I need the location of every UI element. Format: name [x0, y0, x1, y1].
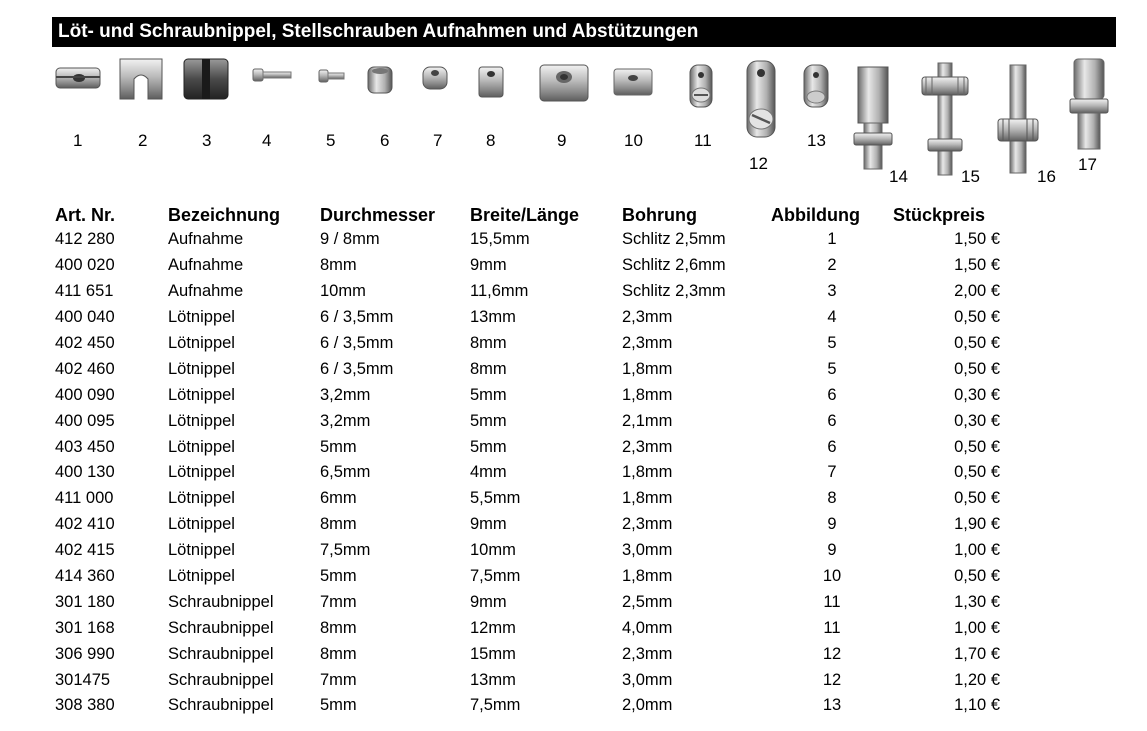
cell-abbildung: 3 [827, 282, 837, 301]
cell-art-nr: 301 180 [55, 592, 115, 611]
cell-durchmesser: 10mm [320, 282, 366, 301]
cell-breite-laenge: 9mm [470, 515, 507, 534]
figure-label: 14 [889, 167, 908, 186]
figure-label: 9 [557, 131, 567, 150]
cell-bohrung: 1,8mm [622, 359, 673, 378]
cell-breite-laenge: 8mm [470, 359, 507, 378]
figure-label: 15 [961, 167, 980, 186]
cell-art-nr: 402 415 [55, 541, 115, 560]
cell-art-nr: 402 450 [55, 334, 115, 352]
cell-durchmesser: 8mm [320, 644, 357, 663]
cell-bezeichnung: Schraubnippel [168, 696, 274, 715]
table-row [55, 279, 1000, 305]
cell-abbildung: 12 [822, 644, 842, 663]
cell-durchmesser: 3,2mm [320, 385, 371, 404]
u-holder-dark-icon [182, 57, 230, 101]
cell-breite-laenge: 9mm [470, 592, 507, 611]
cell-durchmesser: 5mm [320, 567, 357, 586]
cell-bohrung: 2,1mm [622, 411, 673, 430]
screw-nipple-icon [684, 63, 718, 109]
cell-bohrung: 2,5mm [622, 592, 673, 611]
figure-label: 16 [1037, 167, 1056, 186]
cell-abbildung: 8 [827, 489, 837, 508]
header-bohrung: Bohrung [622, 204, 697, 225]
cell-abbildung: 11 [823, 618, 841, 637]
cell-stueckpreis: 0,50 € [954, 463, 1000, 482]
cell-art-nr: 400 040 [55, 308, 115, 327]
cell-breite-laenge: 5,5mm [470, 489, 521, 508]
table-row [55, 382, 1000, 408]
cell-abbildung: 12 [822, 670, 842, 689]
cell-bohrung: 2,3mm [622, 515, 673, 534]
cell-stueckpreis: 0,30 € [954, 411, 1000, 430]
cell-abbildung: 13 [822, 696, 842, 715]
cell-art-nr: 301 168 [55, 618, 115, 637]
table-header-row [55, 203, 1000, 227]
cell-bohrung: 1,8mm [622, 385, 673, 404]
cell-art-nr: 403 450 [55, 437, 115, 456]
cell-breite-laenge: 13mm [470, 308, 516, 327]
cell-bezeichnung: Lötnippel [168, 463, 235, 482]
figure-label: 5 [326, 131, 336, 150]
cell-durchmesser: 8mm [320, 256, 357, 275]
cell-stueckpreis: 1,50 € [954, 256, 1000, 275]
header-durchmesser: Durchmesser [320, 204, 436, 225]
cell-abbildung: 10 [822, 567, 842, 586]
cell-breite-laenge: 5mm [470, 385, 507, 404]
header-breite-laenge: Breite/Länge [470, 204, 580, 225]
cell-abbildung: 11 [823, 592, 841, 611]
knurled-adjuster-short-icon [996, 63, 1040, 175]
cell-breite-laenge: 5mm [470, 411, 507, 430]
table-row [55, 408, 1000, 434]
cell-bohrung: 1,8mm [622, 567, 673, 586]
cell-abbildung: 9 [827, 515, 837, 534]
figure-label: 2 [138, 131, 148, 150]
cell-durchmesser: 9 / 8mm [320, 230, 380, 249]
cell-art-nr: 412 280 [55, 230, 115, 249]
figure-label: 12 [749, 154, 768, 173]
cell-stueckpreis: 0,50 € [954, 359, 1000, 378]
figure-label: 11 [694, 131, 712, 150]
large-nipple-icon [538, 63, 590, 103]
cell-breite-laenge: 13mm [470, 670, 516, 689]
cell-durchmesser: 8mm [320, 618, 357, 637]
cell-bezeichnung: Schraubnippel [168, 670, 274, 689]
figure-label: 1 [73, 131, 83, 150]
cell-art-nr: 411 651 [55, 282, 114, 301]
cell-bohrung: 2,3mm [622, 437, 673, 456]
cell-bezeichnung: Lötnippel [168, 437, 235, 456]
cell-art-nr: 308 380 [55, 696, 115, 715]
cell-abbildung: 6 [827, 385, 837, 404]
cable-support-icon [1064, 57, 1114, 153]
cell-art-nr: 400 095 [55, 411, 115, 430]
cell-stueckpreis: 1,30 € [954, 592, 1000, 611]
cell-durchmesser: 8mm [320, 515, 357, 534]
cell-art-nr: 402 410 [55, 515, 115, 534]
cell-art-nr: 306 990 [55, 644, 115, 663]
table-row [55, 331, 1000, 357]
price-table [55, 203, 1000, 719]
cell-stueckpreis: 0,50 € [954, 334, 1000, 352]
cell-bezeichnung: Lötnippel [168, 567, 235, 586]
header-stueckpreis: Stückpreis [893, 204, 986, 225]
header-abbildung: Abbildung [771, 204, 860, 225]
cell-durchmesser: 7,5mm [320, 541, 371, 560]
cell-breite-laenge: 15mm [470, 644, 516, 663]
cell-stueckpreis: 1,10 € [954, 696, 1000, 715]
cell-durchmesser: 5mm [320, 696, 357, 715]
cell-bohrung: 1,8mm [622, 489, 673, 508]
table-row [55, 589, 1000, 615]
cell-breite-laenge: 7,5mm [470, 567, 521, 586]
cell-breite-laenge: 12mm [470, 618, 516, 637]
table-row [55, 512, 1000, 538]
cell-bezeichnung: Aufnahme [168, 256, 244, 275]
cell-stueckpreis: 2,00 € [954, 282, 1000, 301]
cell-breite-laenge: 8mm [470, 334, 507, 352]
cell-abbildung: 5 [827, 359, 837, 378]
cell-durchmesser: 5mm [320, 437, 357, 456]
cell-durchmesser: 6mm [320, 489, 357, 508]
cell-bezeichnung: Aufnahme [168, 282, 244, 301]
page-title: Löt- und Schraubnippel, Stellschrauben Aufnahmen und Abstützungen [52, 17, 1116, 47]
table-row [55, 460, 1000, 486]
cylinder-nipple-icon [363, 63, 397, 97]
table-row [55, 227, 1000, 253]
cell-bezeichnung: Lötnippel [168, 489, 235, 508]
screw-nipple-tall-icon [742, 59, 780, 139]
cell-art-nr: 301475 [55, 670, 111, 689]
figure-label: 7 [433, 131, 443, 150]
figure-label: 8 [486, 131, 496, 150]
cell-bohrung: Schlitz 2,6mm [622, 256, 726, 275]
cell-bezeichnung: Aufnahme [168, 230, 244, 249]
cell-stueckpreis: 1,70 € [954, 644, 1000, 663]
cell-bezeichnung: Schraubnippel [168, 618, 274, 637]
cell-abbildung: 9 [827, 541, 837, 560]
barrel-nipple-slotted-icon [55, 65, 103, 91]
cell-durchmesser: 6,5mm [320, 463, 371, 482]
cell-bohrung: 1,8mm [622, 463, 673, 482]
cell-durchmesser: 6 / 3,5mm [320, 334, 394, 352]
hex-adjuster-icon [852, 65, 898, 173]
cell-breite-laenge: 15,5mm [470, 230, 530, 249]
cell-breite-laenge: 5mm [470, 437, 507, 456]
cell-abbildung: 1 [827, 230, 837, 249]
cell-bezeichnung: Schraubnippel [168, 592, 274, 611]
cell-bohrung: 2,3mm [622, 308, 673, 327]
table-row [55, 615, 1000, 641]
cell-stueckpreis: 0,50 € [954, 437, 1000, 456]
cell-stueckpreis: 1,20 € [954, 670, 1000, 689]
table-row [55, 538, 1000, 564]
cell-stueckpreis: 1,50 € [954, 230, 1000, 249]
cell-art-nr: 402 460 [55, 359, 115, 378]
cell-stueckpreis: 0,50 € [954, 567, 1000, 586]
cell-abbildung: 6 [827, 437, 837, 456]
screw-nipple-small-icon [800, 63, 832, 109]
table-row [55, 693, 1000, 719]
cell-durchmesser: 6 / 3,5mm [320, 308, 394, 327]
table-row [55, 564, 1000, 590]
cell-abbildung: 5 [827, 334, 837, 352]
cell-bezeichnung: Lötnippel [168, 359, 235, 378]
figure-label: 17 [1078, 155, 1097, 174]
cell-breite-laenge: 9mm [470, 256, 507, 275]
round-nipple-icon [420, 63, 450, 93]
cell-durchmesser: 7mm [320, 592, 357, 611]
parts-illustration [0, 55, 1147, 190]
cell-bohrung: 2,3mm [622, 334, 673, 352]
cell-abbildung: 6 [827, 411, 837, 430]
cell-stueckpreis: 1,90 € [954, 515, 1000, 534]
solder-pin-long-icon [252, 67, 292, 83]
cell-bohrung: 2,0mm [622, 696, 673, 715]
cell-bezeichnung: Schraubnippel [168, 644, 274, 663]
header-bezeichnung: Bezeichnung [168, 204, 281, 225]
cell-abbildung: 4 [827, 308, 837, 327]
cell-durchmesser: 7mm [320, 670, 357, 689]
cell-breite-laenge: 11,6mm [470, 282, 529, 301]
knurled-adjuster-icon [918, 61, 972, 177]
cell-bezeichnung: Lötnippel [168, 411, 235, 430]
table-row [55, 486, 1000, 512]
table-row [55, 305, 1000, 331]
cell-art-nr: 400 090 [55, 385, 115, 404]
cell-art-nr: 414 360 [55, 567, 115, 586]
figure-label: 6 [380, 131, 390, 150]
cell-durchmesser: 3,2mm [320, 411, 371, 430]
cell-breite-laenge: 7,5mm [470, 696, 521, 715]
cell-bohrung: 3,0mm [622, 670, 673, 689]
table-row [55, 667, 1000, 693]
cell-bohrung: 4,0mm [622, 618, 673, 637]
cell-stueckpreis: 0,50 € [954, 489, 1000, 508]
u-holder-icon [118, 57, 164, 101]
cell-breite-laenge: 4mm [470, 463, 507, 482]
cell-bezeichnung: Lötnippel [168, 385, 235, 404]
cell-abbildung: 7 [827, 463, 837, 482]
cell-stueckpreis: 1,00 € [954, 541, 1000, 560]
square-nipple-icon [476, 65, 506, 99]
header-art-nr: Art. Nr. [55, 204, 116, 225]
table-row [55, 641, 1000, 667]
table-row [55, 356, 1000, 382]
cell-bezeichnung: Lötnippel [168, 515, 235, 534]
cell-bezeichnung: Lötnippel [168, 308, 235, 327]
cell-abbildung: 2 [827, 256, 837, 275]
cell-art-nr: 400 130 [55, 463, 115, 482]
figure-label: 4 [262, 131, 272, 150]
figure-label: 3 [202, 131, 212, 150]
cell-durchmesser: 6 / 3,5mm [320, 359, 394, 378]
flat-nipple-icon [612, 67, 654, 97]
cell-stueckpreis: 1,00 € [954, 618, 1000, 637]
cell-bohrung: Schlitz 2,5mm [622, 230, 726, 249]
cell-bohrung: 3,0mm [622, 541, 673, 560]
cell-bohrung: 2,3mm [622, 644, 673, 663]
figure-label: 10 [624, 131, 643, 150]
cell-bohrung: Schlitz 2,3mm [622, 282, 726, 301]
cell-stueckpreis: 0,30 € [954, 385, 1000, 404]
cell-bezeichnung: Lötnippel [168, 334, 235, 352]
cell-art-nr: 411 000 [55, 489, 114, 508]
cell-stueckpreis: 0,50 € [954, 308, 1000, 327]
figure-label: 13 [807, 131, 826, 150]
table-row [55, 434, 1000, 460]
solder-pin-short-icon [318, 69, 346, 83]
cell-art-nr: 400 020 [55, 256, 115, 275]
cell-breite-laenge: 10mm [470, 541, 516, 560]
table-row [55, 253, 1000, 279]
cell-bezeichnung: Lötnippel [168, 541, 235, 560]
